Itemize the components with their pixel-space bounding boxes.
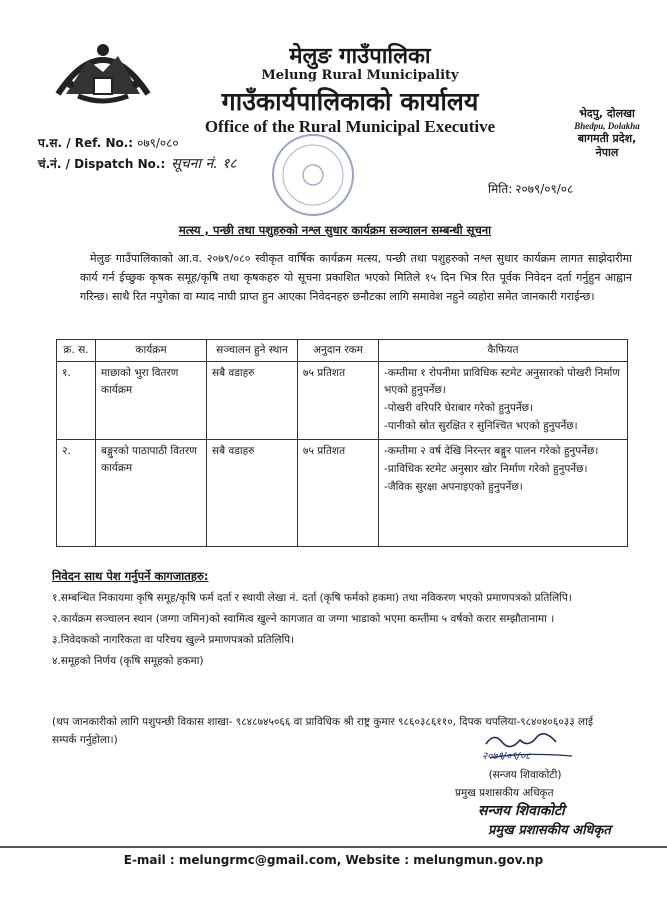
cell-program: माछाको भुरा वितरण कार्यक्रम — [96, 362, 207, 440]
signatory-name: (सन्जय शिवाकोटी) — [488, 769, 562, 781]
remark-line: -कम्तीमा १ रोपनीमा प्राविधिक स्टमेट अनुसारको पोखरी निर्माण भएको हुनुपर्नेछ। — [384, 367, 620, 396]
cell-location: सबै वडाहरु — [207, 440, 298, 547]
remark-line: -प्राविधिक स्टमेट अनुसार खोर निर्माण गरेको हुनुपर्नेछ। — [384, 463, 588, 475]
notice-body-text: मेलुङ गाउँपालिकाको आ.व. २०७९/०८० स्वीकृत वार्षिक कार्यक्रम मत्स्य, पन्छी तथा पशुहरुको नश्ल सुधार कार्यक्रम लागत साझेदारीमा कार्य गर्न ईच्छुक कृषक समूह/कृषि तथा कृषकहरु यो सूचना प्रकाशित भएको मितिले १५ दिन भित्र रित पूर्वक निवेदन दर्ता गर्नुहुन आह्वान गरिन्छ। साथै रित नपुगेका वा म्याद नाघी प्राप्त हुन आएका निवेदनहरु छनौटका लागि समावेश नहुने व्यहोरा समेत जानकारी गराईन्छ। — [80, 252, 632, 303]
municipality-name-np: मेलुङ गाउँपालिका — [289, 44, 431, 69]
table-row — [57, 440, 628, 547]
documents-heading: निवेदन साथ पेश गर्नुपर्ने कागजातहरु: — [52, 569, 209, 583]
signatory-title: प्रमुख प्रशासकीय अधिकृत — [455, 787, 554, 799]
col-header-sn: क्र. स. — [57, 340, 96, 362]
stamp-signatory-title: प्रमुख प्रशासकीय अधिकृत — [488, 823, 611, 838]
remark-line: -जैविक सुरक्षा अपनाइएको हुनुपर्नेछ। — [384, 481, 523, 493]
footer-contact: E-mail : melungrmc@gmail.com, Website : melungmun.gov.np — [123, 853, 544, 867]
remark-line: -पानीको स्रोत सुरक्षित र सुनिश्चित भएको हुनुपर्नेछ। — [384, 420, 578, 432]
cell-sn: १. — [57, 362, 96, 440]
address-line-3: बागमती प्रदेश, — [577, 132, 637, 145]
cell-remarks — [379, 362, 628, 440]
cell-sn: २. — [57, 440, 96, 547]
office-address — [552, 107, 662, 160]
program-table — [56, 339, 628, 547]
remark-line: -कम्तीमा २ वर्ष देखि निरन्तर बङ्गुर पालन गरेको हुनुपर्नेछ। — [384, 445, 599, 457]
issue-date — [488, 180, 573, 197]
notice-subject: मत्स्य , पन्छी तथा पशुहरुको नश्ल सुधार कार्यक्रम सञ्चालन सम्बन्धी सूचना — [178, 223, 492, 237]
notice-body — [80, 249, 632, 306]
address-line-2: Bhedpu, Dolakha — [574, 120, 640, 131]
col-header-program: कार्यक्रम — [96, 340, 207, 362]
stamp-signatory-name: सन्जय शिवाकोटी — [478, 803, 565, 819]
address-line-1: भेदपु, दोलखा — [579, 107, 635, 120]
reference-value: ०७९/०८० — [137, 136, 179, 150]
cell-grant: ७५ प्रतिशत — [298, 440, 379, 547]
dispatch-number — [38, 154, 237, 173]
footer-divider — [0, 846, 667, 848]
dispatch-value: सूचना नं. १८ — [171, 156, 237, 172]
col-header-grant: अनुदान रकम — [298, 340, 379, 362]
cell-program: बङ्गुरको पाठापाठी वितरण कार्यक्रम — [96, 440, 207, 547]
signature-date: २०७९/०९/०८ — [482, 751, 531, 762]
address-line-4: नेपाल — [595, 145, 619, 159]
office-name-en: Office of the Rural Municipal Executive — [204, 117, 496, 136]
date-label: मिति: — [488, 182, 513, 196]
reference-number — [38, 134, 179, 151]
col-header-remarks: कैफियत — [379, 340, 628, 362]
cell-location: सबै वडाहरु — [207, 362, 298, 440]
list-item: ३.निवेदकको नागरिकता वा परिचय खुल्ने प्रमाणपत्रको प्रतिलिपि। — [52, 634, 295, 646]
office-seal-icon — [268, 130, 358, 220]
dispatch-label: चं.नं. / Dispatch No.: — [38, 157, 166, 171]
cell-grant: ७५ प्रतिशत — [298, 362, 379, 440]
contact-note: (थप जानकारीको लागि पशुपन्छी विकास शाखा- ९८४८७४५०६६ वा प्राविधिक श्री राष्ट्र कुमार ९८६०३८६११०, दिपक थपलिया-९८४०४०६०३३ लाई सम्पर्क गर्नुहोला।) — [52, 716, 594, 746]
table-header-row — [57, 340, 628, 362]
list-item: ४.समूहको निर्णय (कृषि समूहको हकमा) — [52, 655, 204, 667]
date-value: २०७९/०९/०८ — [515, 182, 574, 196]
reference-label: प.स. / Ref. No.: — [38, 136, 134, 150]
office-name-np: गाउँकार्यपालिकाको कार्यालय — [221, 87, 479, 116]
list-item: २.कार्यक्रम सञ्चालन स्थान (जग्गा जमिन)को स्वामित्व खुल्ने कागजात वा जग्गा भाडाको भएमा कम्तीमा ५ वर्षको करार सम्झौतानामा । — [52, 613, 555, 625]
government-emblem-icon — [48, 34, 158, 110]
col-header-location: सञ्चालन हुने स्थान — [207, 340, 298, 362]
table-row — [57, 362, 628, 440]
list-item: १.सम्बन्धित निकायमा कृषि समूह/कृषि फर्म दर्ता र स्थायी लेखा नं. दर्ता (कृषि फर्मको हकमा) तथा नविकरण भएको प्रमाणपत्रको प्रतिलिपि। — [52, 592, 572, 604]
documents-list — [52, 589, 612, 673]
municipality-name-en: Melung Rural Municipality — [261, 68, 459, 83]
remark-line: -पोखरी वरिपरि घेराबार गरेको हुनुपर्नेछ। — [384, 402, 534, 414]
cell-remarks — [379, 440, 628, 547]
